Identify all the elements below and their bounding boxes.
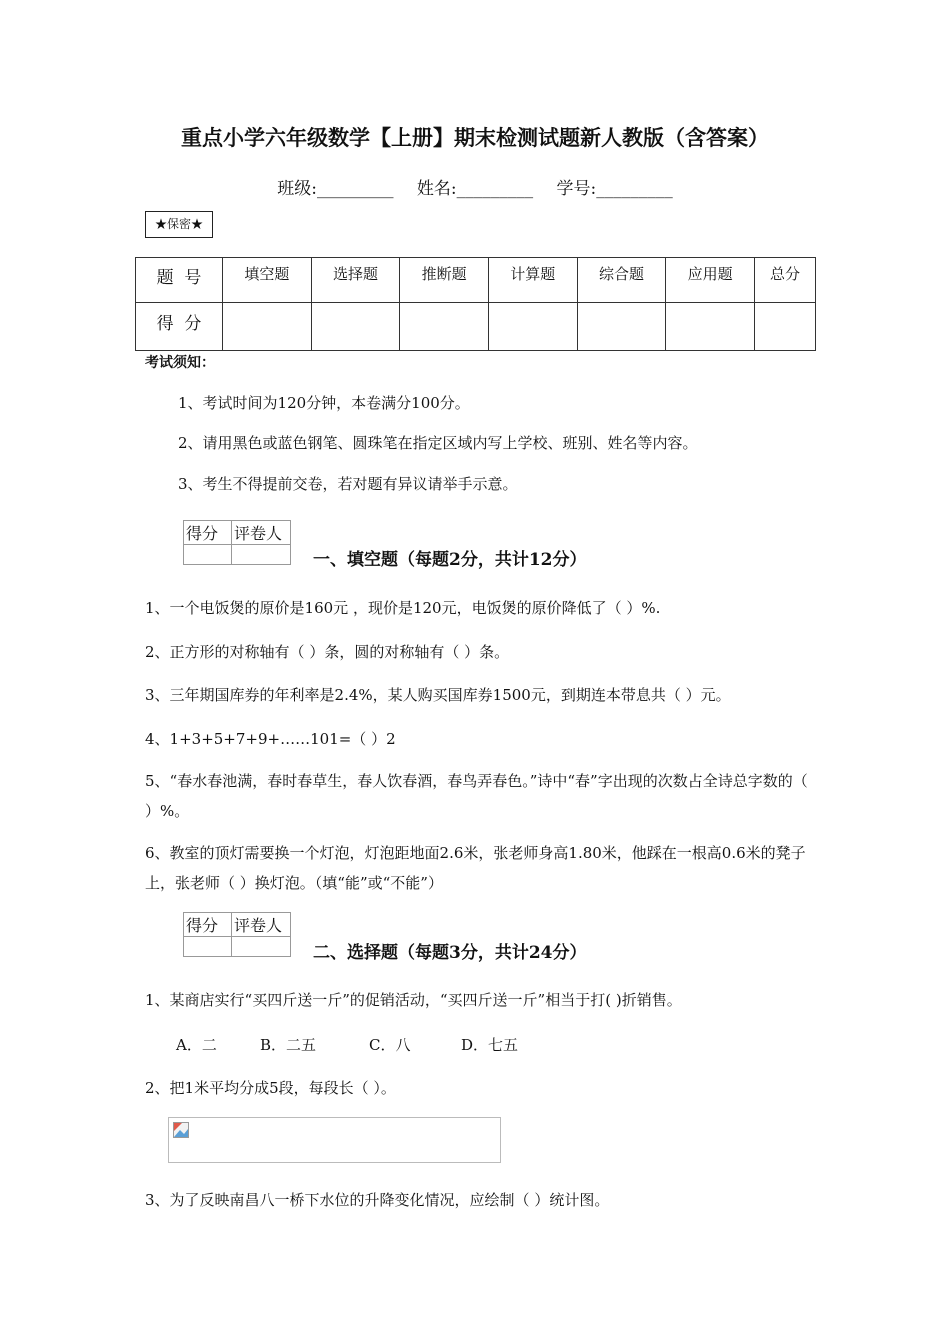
student-info-line bbox=[0, 174, 950, 199]
grader-score-cell[interactable] bbox=[184, 545, 232, 565]
name-field: 姓名:_________ bbox=[416, 179, 534, 199]
missing-image-placeholder bbox=[168, 1117, 501, 1163]
section-heading: 一、填空题（每题2分，共计12分） bbox=[313, 550, 587, 570]
question: 3、为了反映南昌八一桥下水位的升降变化情况，应绘制（ ）统计图。 bbox=[145, 1191, 610, 1209]
option: C．八 bbox=[369, 1036, 411, 1054]
question: 1、某商店实行“买四斤送一斤”的促销活动，“买四斤送一斤”相当于打( )折销售。 bbox=[145, 991, 682, 1009]
score-table-cell: 推断题 bbox=[400, 258, 489, 303]
score-table-cell: 填空题 bbox=[223, 258, 312, 303]
grader-reviewer-label: 评卷人 bbox=[232, 913, 291, 937]
notice-item: 3、考生不得提前交卷，若对题有异议请举手示意。 bbox=[178, 475, 518, 493]
score-input-cell[interactable] bbox=[666, 303, 755, 351]
score-table-cell: 得 分 bbox=[136, 303, 223, 351]
score-input-cell[interactable] bbox=[488, 303, 577, 351]
score-table-score-row bbox=[136, 303, 816, 351]
score-table-cell: 题 号 bbox=[136, 258, 223, 303]
score-input-cell[interactable] bbox=[577, 303, 666, 351]
score-input-cell[interactable] bbox=[223, 303, 312, 351]
question: 3、三年期国库券的年利率是2.4%，某人购买国库券1500元，到期连本带息共（ ）元。 bbox=[145, 686, 731, 704]
question: 4、1+3+5+7+9+……101=（ ）2 bbox=[145, 730, 396, 748]
question: 2、正方形的对称轴有（ ）条，圆的对称轴有（ ）条。 bbox=[145, 643, 510, 661]
grader-reviewer-cell[interactable] bbox=[232, 937, 291, 957]
score-table-cell: 计算题 bbox=[488, 258, 577, 303]
score-input-cell[interactable] bbox=[754, 303, 815, 351]
question: 1、一个电饭煲的原价是160元 ，现价是120元，电饭煲的原价降低了（ ）%. bbox=[145, 599, 661, 617]
score-table-cell: 选择题 bbox=[311, 258, 400, 303]
grader-score-cell[interactable] bbox=[184, 937, 232, 957]
notice-heading: 考试须知： bbox=[145, 355, 215, 371]
score-table-header-row bbox=[136, 258, 816, 303]
section-heading: 二、选择题（每题3分，共计24分） bbox=[313, 943, 587, 963]
score-input-cell[interactable] bbox=[311, 303, 400, 351]
score-table bbox=[135, 257, 816, 351]
grader-score-label: 得分 bbox=[184, 521, 232, 545]
question: 5、“春水春池满，春时春草生，春人饮春酒，春鸟弄春色。”诗中“春”字出现的次数占全诗总字数的（ ）%。 bbox=[145, 772, 808, 820]
score-table-cell: 综合题 bbox=[577, 258, 666, 303]
option: A．二 bbox=[176, 1036, 217, 1054]
question: 2、把1米平均分成5段，每段长（ ）。 bbox=[145, 1079, 396, 1097]
class-field: 班级:_________ bbox=[277, 179, 394, 199]
notice-item: 2、请用黑色或蓝色钢笔、圆珠笔在指定区域内写上学校、班别、姓名等内容。 bbox=[178, 434, 698, 452]
grader-score-label: 得分 bbox=[184, 913, 232, 937]
page-title: 重点小学六年级数学【上册】期末检测试题新人教版（含答案） bbox=[181, 125, 769, 150]
student-id-field: 学号:_________ bbox=[556, 179, 673, 199]
confidential-badge: ★保密★ bbox=[145, 211, 213, 238]
score-table-cell: 总分 bbox=[754, 258, 815, 303]
score-table-cell: 应用题 bbox=[666, 258, 755, 303]
option: D．七五 bbox=[461, 1036, 519, 1054]
grader-reviewer-cell[interactable] bbox=[232, 545, 291, 565]
notice-item: 1、考试时间为120分钟，本卷满分100分。 bbox=[178, 394, 470, 412]
grader-box bbox=[183, 912, 291, 957]
score-input-cell[interactable] bbox=[400, 303, 489, 351]
grader-reviewer-label: 评卷人 bbox=[232, 521, 291, 545]
option: B．二五 bbox=[260, 1036, 317, 1054]
broken-image-icon bbox=[173, 1122, 189, 1138]
question: 6、教室的顶灯需要换一个灯泡，灯泡距地面2.6米，张老师身高1.80米，他踩在一根高0.6米的凳子上，张老师（ ）换灯泡。（填“能”或“不能”） bbox=[145, 844, 806, 892]
grader-box bbox=[183, 520, 291, 565]
